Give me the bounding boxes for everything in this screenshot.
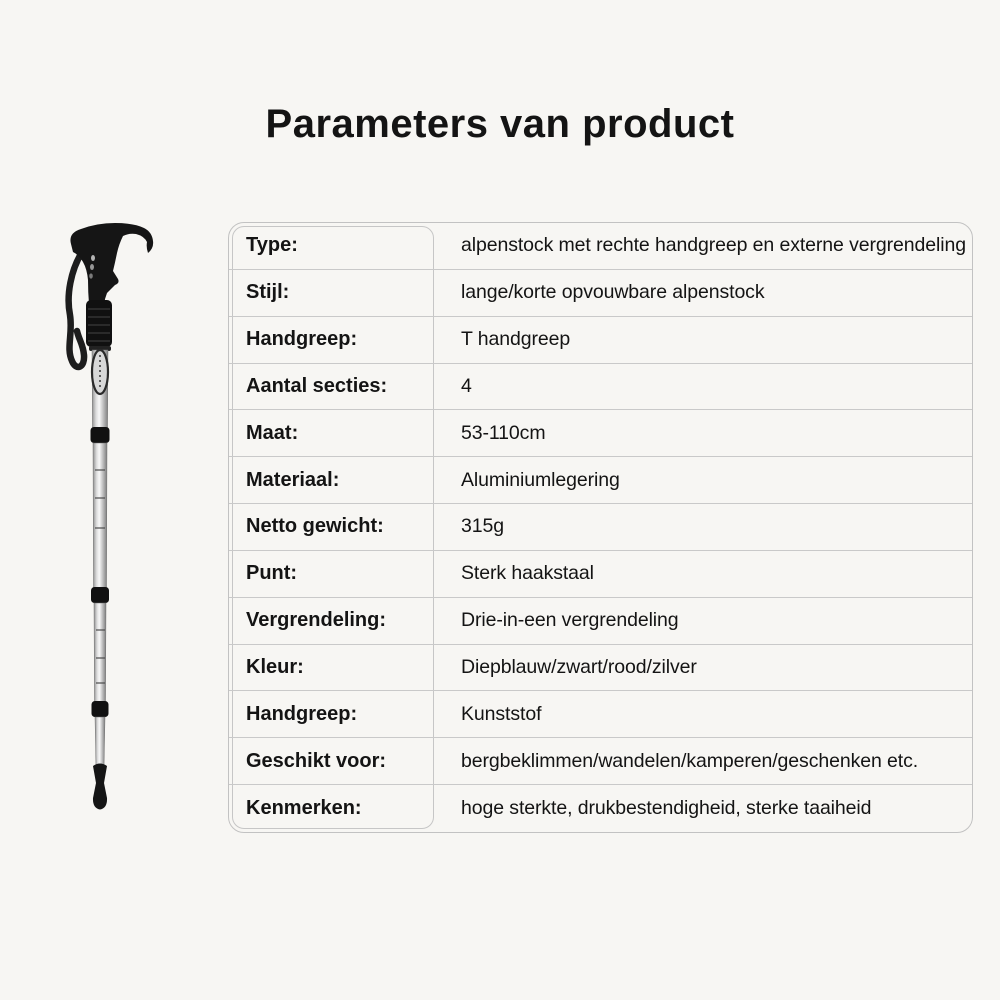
table-row xyxy=(229,364,972,411)
handle-highlight xyxy=(91,255,95,261)
spec-label: Handgreep: xyxy=(246,702,358,725)
pole-shaft-segment xyxy=(95,717,105,767)
spec-value: Aluminiumlegering xyxy=(461,468,620,491)
spec-value: 4 xyxy=(461,374,472,397)
spec-rows xyxy=(229,223,972,832)
table-row xyxy=(229,504,972,551)
spec-value: T handgreep xyxy=(461,328,571,351)
pole-rubber-tip xyxy=(93,764,107,810)
table-row xyxy=(229,598,972,645)
pole-lock-collar xyxy=(91,427,110,443)
spec-label: Maat: xyxy=(246,421,299,444)
spec-value: 315g xyxy=(461,515,504,538)
spec-value: Sterk haakstaal xyxy=(461,562,594,585)
pole-shaft-segment xyxy=(94,603,106,702)
table-row xyxy=(229,645,972,692)
handle-highlight xyxy=(89,273,93,278)
pole-handle-shape xyxy=(70,223,153,304)
spec-label: Kleur: xyxy=(246,656,304,679)
table-row xyxy=(229,457,972,504)
spec-value: bergbeklimmen/wandelen/kamperen/geschenken etc. xyxy=(461,749,919,772)
table-row xyxy=(229,691,972,738)
spec-value: Drie-in-een vergrendeling xyxy=(461,609,679,632)
handle-highlight xyxy=(90,264,94,270)
spec-value: alpenstock met rechte handgreep en externe vergrendeling xyxy=(461,234,966,257)
spec-value: Kunststof xyxy=(461,702,542,725)
spec-table xyxy=(228,222,973,833)
table-row xyxy=(229,551,972,598)
spec-label: Type: xyxy=(246,234,298,257)
spec-label: Netto gewicht: xyxy=(246,515,384,538)
spec-value: Diepblauw/zwart/rood/zilver xyxy=(461,656,697,679)
pole-foam-grip xyxy=(86,300,112,347)
spec-value: 53-110cm xyxy=(461,421,546,444)
spec-label: Stijl: xyxy=(246,281,290,304)
spec-label: Kenmerken: xyxy=(246,797,362,820)
pole-lock-collar xyxy=(92,701,109,717)
table-row xyxy=(229,785,972,832)
pole-lock-collar xyxy=(91,587,109,603)
spec-label: Geschikt voor: xyxy=(246,749,387,772)
trekking-pole-image xyxy=(55,200,195,860)
table-row xyxy=(229,270,972,317)
table-row xyxy=(229,738,972,785)
pole-shaft-segment xyxy=(93,443,107,588)
table-row xyxy=(229,223,972,270)
spec-label: Punt: xyxy=(246,562,298,585)
table-row xyxy=(229,317,972,364)
spec-label: Vergrendeling: xyxy=(246,609,387,632)
spec-label: Handgreep: xyxy=(246,328,358,351)
page-title: Parameters van product xyxy=(265,102,735,146)
spec-label: Materiaal: xyxy=(246,468,340,491)
spec-label: Aantal secties: xyxy=(246,374,388,397)
pole-strap-shape xyxy=(69,252,84,367)
spec-value: lange/korte opvouwbare alpenstock xyxy=(461,281,765,304)
table-row xyxy=(229,410,972,457)
spec-value: hoge sterkte, drukbestendigheid, sterke taaiheid xyxy=(461,797,872,820)
